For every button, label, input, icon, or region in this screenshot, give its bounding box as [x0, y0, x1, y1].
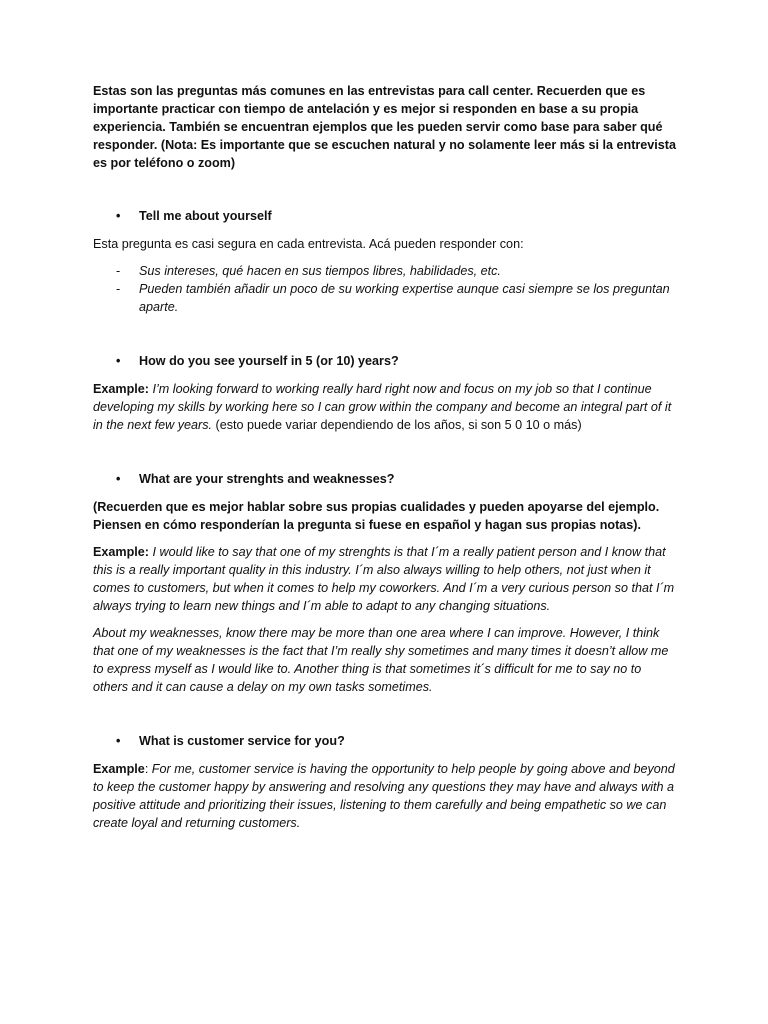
question-section-2 [93, 352, 676, 434]
bullet-icon: • [116, 354, 121, 368]
example-label: Example: [93, 545, 149, 559]
example-paragraph [93, 760, 676, 832]
example-colon: : [144, 762, 149, 776]
list-item [93, 280, 676, 316]
question-text: Tell me about yourself [139, 209, 272, 223]
question-text: What are your strenghts and weaknesses? [139, 472, 395, 486]
question-text: How do you see yourself in 5 (or 10) years? [139, 354, 399, 368]
answer-list [93, 262, 676, 316]
example-paragraph [93, 380, 676, 434]
question-heading [93, 352, 676, 370]
question-heading [93, 470, 676, 488]
list-item-text: Sus intereses, qué hacen en sus tiempos libres, habilidades, etc. [139, 264, 501, 278]
intro-paragraph: Estas son las preguntas más comunes en las entrevistas para call center. Recuerden que es importante practicar con tiempo de antelación y es mejor si responden en base a su propia experiencia. También se encuentran ejemplos que les pueden servir como base para saber qué responder. (Nota: Es importante que se escuchen natural y no solamente leer más si la entrevista es por teléfono o zoom) [93, 84, 677, 170]
answer-intro: Esta pregunta es casi segura en cada entrevista. Acá pueden responder con: [93, 237, 524, 251]
example-paragraph [93, 543, 676, 615]
question-section-1 [93, 207, 676, 316]
example-label: Example [93, 762, 145, 776]
example-text: For me, customer service is having the opportunity to help people by going above and beyond to keep the customer happy by answering and resolving any questions they may have and always with a positive attitude and prioritizing their issues, listening to them carefully and being empathetic so we can create loyal and returning customers. [93, 762, 675, 830]
example-note: (esto puede variar dependiendo de los años, si son 5 0 10 o más) [212, 418, 582, 432]
dash-icon: - [116, 282, 121, 296]
dash-icon: - [116, 264, 121, 278]
example-label: Example: [93, 382, 149, 396]
list-item-text: Pueden también añadir un poco de su working expertise aunque casi siempre se los preguntan aparte. [139, 282, 670, 314]
note-paragraph: (Recuerden que es mejor hablar sobre sus propias cualidades y pueden apoyarse del ejemplo. Piensen en cómo responderían la pregunta si fuese en español y hagan sus propias notas). [93, 500, 660, 532]
example-text: I would like to say that one of my strenghts is that I´m a really patient person and I know that this is a really important quality in this industry. I´m also always willing to help others, not just when it comes to customers, but when it comes to help my coworkers. And I´m a very curious person so that I´m always trying to learn new things and I´m able to adapt to any changing situations. [93, 545, 675, 613]
question-section-4 [93, 732, 676, 832]
example-text: I’m looking forward to working really hard right now and focus on my job so that I continue developing my skills by working here so I can grow within the company and become an integral part of it in the next few years. [93, 382, 672, 432]
list-item [93, 262, 676, 280]
bullet-icon: • [116, 734, 121, 748]
bullet-icon: • [116, 472, 121, 486]
question-text: What is customer service for you? [139, 734, 345, 748]
question-section-3 [93, 470, 676, 696]
question-heading [93, 207, 676, 225]
bullet-icon: • [116, 209, 121, 223]
weakness-paragraph: About my weaknesses, know there may be more than one area where I can improve. However, I think that one of my weaknesses is the fact that I’m really shy sometimes and many times it doesn’t allow me to express myself as I would like to. Another thing is that sometimes it´s difficult for me to say no to others and it can cause a delay on my own tasks sometimes. [93, 626, 669, 694]
question-heading [93, 732, 676, 750]
